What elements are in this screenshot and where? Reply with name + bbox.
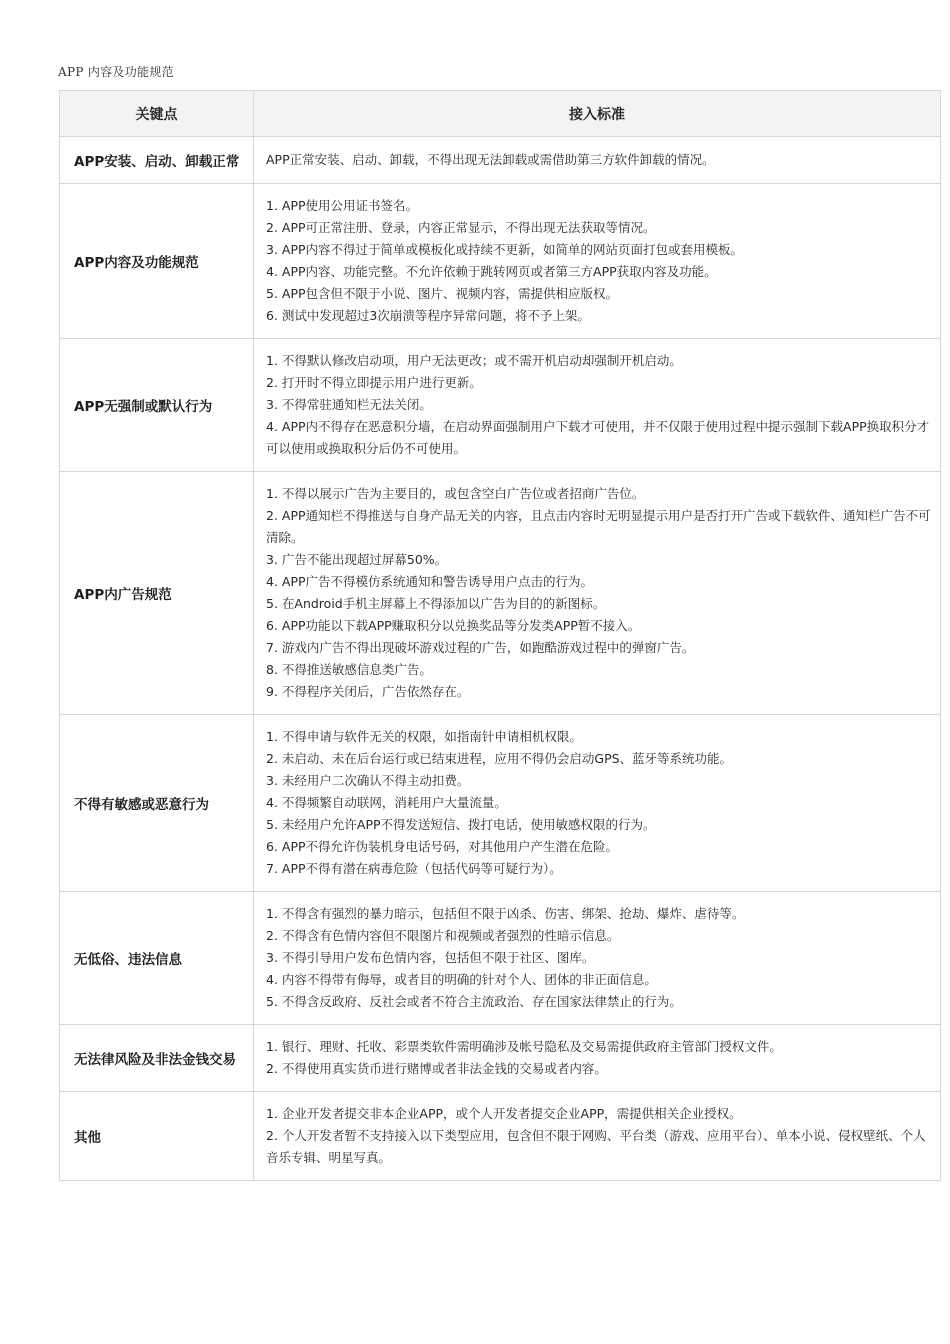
standard-line: 2. 未启动、未在后台运行或已结束进程，应用不得仍会启动GPS、蓝牙等系统功能。	[266, 751, 733, 766]
spec-table	[59, 90, 941, 1181]
row-key-point: APP无强制或默认行为	[60, 339, 254, 472]
row-standard	[254, 715, 941, 892]
row-standard	[254, 339, 941, 472]
standard-line: 1. 不得申请与软件无关的权限，如指南针申请相机权限。	[266, 729, 582, 744]
row-key-point: 不得有敏感或恶意行为	[60, 715, 254, 892]
standard-line: 3. APP内容不得过于简单或模板化或持续不更新，如简单的网站页面打包或套用模板。	[266, 242, 744, 257]
standard-line: 1. 企业开发者提交非本企业APP，或个人开发者提交企业APP，需提供相关企业授权。	[266, 1106, 742, 1121]
standard-line: 4. APP内不得存在恶意积分墙，在启动界面强制用户下载才可使用，并不仅限于使用过程中提示强制下载APP换取积分才可以使用或换取积分后仍不可使用。	[266, 419, 930, 456]
standard-line: 9. 不得程序关闭后，广告依然存在。	[266, 684, 470, 699]
table-row	[60, 892, 941, 1025]
standard-line: 2. 不得使用真实货币进行赌博或者非法金钱的交易或者内容。	[266, 1061, 607, 1076]
standard-line: 5. 未经用户允许APP不得发送短信、拨打电话，使用敏感权限的行为。	[266, 817, 656, 832]
table-row	[60, 472, 941, 715]
standard-line: 1. APP使用公用证书签名。	[266, 198, 419, 213]
table-row	[60, 1025, 941, 1092]
standard-line: 2. APP可正常注册、登录，内容正常显示，不得出现无法获取等情况。	[266, 220, 656, 235]
standard-line: 2. 个人开发者暂不支持接入以下类型应用，包含但不限于网购、平台类（游戏、应用平台）、单本小说、侵权壁纸、个人音乐专辑、明星写真。	[266, 1128, 926, 1165]
standard-line: 5. 不得含反政府、反社会或者不符合主流政治、存在国家法律禁止的行为。	[266, 994, 682, 1009]
header-key-point: 关键点	[60, 91, 254, 137]
standard-line: 7. 游戏内广告不得出现破坏游戏过程的广告，如跑酷游戏过程中的弹窗广告。	[266, 640, 695, 655]
table-body	[60, 137, 941, 1181]
standard-line: 5. APP包含但不限于小说、图片、视频内容，需提供相应版权。	[266, 286, 619, 301]
table-row	[60, 1092, 941, 1181]
standard-line: 4. 不得频繁自动联网，消耗用户大量流量。	[266, 795, 507, 810]
standard-line: 6. APP功能以下载APP赚取积分以兑换奖品等分发类APP暂不接入。	[266, 618, 641, 633]
standard-line: 3. 不得引导用户发布色情内容，包括但不限于社区、图库。	[266, 950, 595, 965]
document-title: APP 内容及功能规范	[58, 65, 174, 79]
standard-line: 2. 打开时不得立即提示用户进行更新。	[266, 375, 482, 390]
row-standard	[254, 1025, 941, 1092]
standard-line: 1. 不得默认修改启动项，用户无法更改；或不需开机启动却强制开机启动。	[266, 353, 682, 368]
standard-line: 1. 不得含有强烈的暴力暗示，包括但不限于凶杀、伤害、绑架、抢劫、爆炸、虐待等。	[266, 906, 745, 921]
standard-line: 4. 内容不得带有侮辱，或者目的明确的针对个人、团体的非正面信息。	[266, 972, 657, 987]
row-standard	[254, 472, 941, 715]
header-standard: 接入标准	[254, 91, 941, 137]
standard-line: 6. APP不得允许伪装机身电话号码，对其他用户产生潜在危险。	[266, 839, 619, 854]
row-key-point: APP内广告规范	[60, 472, 254, 715]
table-row	[60, 137, 941, 184]
table-row	[60, 184, 941, 339]
row-key-point: 其他	[60, 1092, 254, 1181]
standard-line: 1. 银行、理财、托收、彩票类软件需明确涉及帐号隐私及交易需提供政府主管部门授权文件。	[266, 1039, 782, 1054]
standard-line: 7. APP不得有潜在病毒危险（包括代码等可疑行为）。	[266, 861, 562, 876]
row-standard	[254, 137, 941, 184]
table-row	[60, 715, 941, 892]
standard-line: 1. 不得以展示广告为主要目的，或包含空白广告位或者招商广告位。	[266, 486, 645, 501]
standard-line: 8. 不得推送敏感信息类广告。	[266, 662, 432, 677]
row-standard	[254, 184, 941, 339]
table-header-row	[60, 91, 941, 137]
standard-line: 2. 不得含有色情内容但不限图片和视频或者强烈的性暗示信息。	[266, 928, 620, 943]
row-standard	[254, 892, 941, 1025]
standard-line: 4. APP广告不得模仿系统通知和警告诱导用户点击的行为。	[266, 574, 594, 589]
standard-line: 4. APP内容、功能完整。不允许依赖于跳转网页或者第三方APP获取内容及功能。	[266, 264, 717, 279]
row-key-point: 无低俗、违法信息	[60, 892, 254, 1025]
standard-line: APP正常安装、启动、卸载，不得出现无法卸载或需借助第三方软件卸载的情况。	[266, 152, 715, 167]
standard-line: 3. 广告不能出现超过屏幕50%。	[266, 552, 448, 567]
row-key-point: APP内容及功能规范	[60, 184, 254, 339]
standard-line: 3. 不得常驻通知栏无法关闭。	[266, 397, 432, 412]
standard-line: 2. APP通知栏不得推送与自身产品无关的内容，且点击内容时无明显提示用户是否打开广告或下载软件、通知栏广告不可清除。	[266, 508, 931, 545]
row-key-point: APP安装、启动、卸载正常	[60, 137, 254, 184]
standard-line: 3. 未经用户二次确认不得主动扣费。	[266, 773, 470, 788]
row-key-point: 无法律风险及非法金钱交易	[60, 1025, 254, 1092]
standard-line: 6. 测试中发现超过3次崩溃等程序异常问题，将不予上架。	[266, 308, 590, 323]
table-row	[60, 339, 941, 472]
standard-line: 5. 在Android手机主屏幕上不得添加以广告为目的的新图标。	[266, 596, 606, 611]
row-standard	[254, 1092, 941, 1181]
